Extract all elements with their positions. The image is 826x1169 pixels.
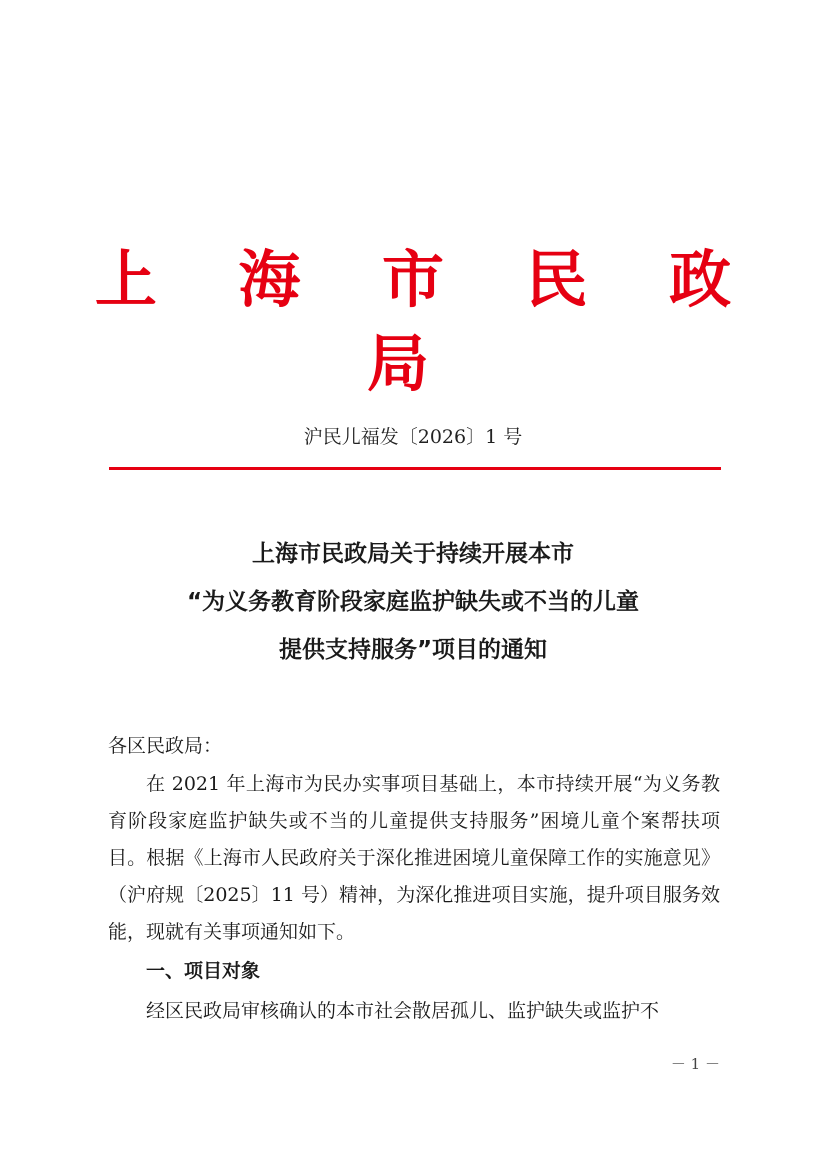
issuer-masthead: 上 海 市 民 政 局 [94,243,762,400]
title-line-3: 提供支持服务”项目的通知 [278,637,548,663]
paragraph-project-target: 经区民政局审核确认的本市社会散居孤儿、监护缺失或监护不 [146,1000,660,1022]
paragraph-intro: 在 2021 年上海市为民办实事项目基础上，本市持续开展“为义务教育阶段家庭监护缺失或不当的儿童提供支持服务”困境儿童个案帮扶项目。根据《上海市人民政府关于深化推进困境儿童保障工作的实施意见》（沪府规〔2025〕11 号）精神，为深化推进项目实施，提升项目服务效能，现就有关事项通知如下。 [108,773,720,943]
document-number: 沪民儿福发〔2026〕1 号 [303,426,523,448]
document-body [108,726,720,1031]
salutation: 各区民政局： [108,735,223,757]
title-line-1: 上海市民政局关于持续开展本市 [252,541,574,567]
page-number: － 1 － [670,1055,720,1073]
red-divider-line [109,467,721,470]
section-heading-1: 一、项目对象 [146,960,261,982]
title-line-2: “为义务教育阶段家庭监护缺失或不当的儿童 [186,589,640,615]
document-title [60,530,766,674]
